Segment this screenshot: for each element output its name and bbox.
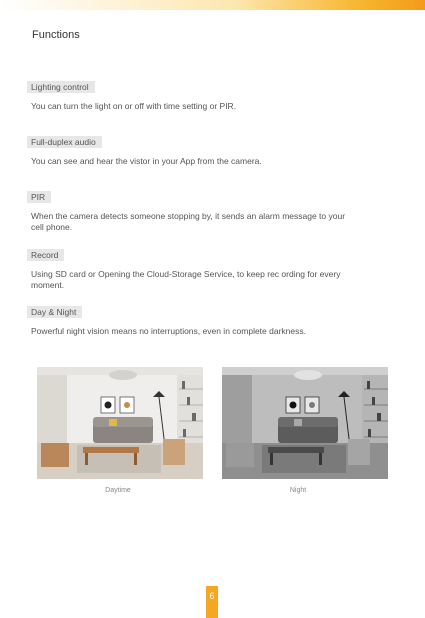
feature-tag: Full-duplex audio — [27, 136, 102, 148]
top-accent-bar — [0, 0, 425, 10]
feature-description: You can turn the light on or off with time setting or PIR. — [31, 101, 237, 111]
daytime-caption: Daytime — [105, 487, 131, 494]
feature-record — [27, 245, 357, 291]
feature-pir — [27, 187, 357, 233]
feature-description: When the camera detects someone stopping by, it sends an alarm message to your cell phone. — [31, 211, 346, 232]
page-number: 6 — [206, 586, 218, 618]
daytime-room-illustration — [37, 367, 203, 479]
night-caption: Night — [289, 487, 307, 494]
feature-tag: Lighting control — [27, 81, 95, 93]
feature-day-night — [27, 302, 357, 337]
feature-tag: PIR — [27, 191, 51, 203]
feature-full-duplex-audio — [27, 132, 357, 167]
feature-tag: Day & Night — [27, 306, 82, 318]
night-room-illustration — [222, 367, 388, 479]
feature-description: Powerful night vision means no interruptions, even in complete darkness. — [31, 326, 306, 336]
daytime-room-photo — [37, 367, 203, 479]
feature-description: Using SD card or Opening the Cloud-Storage Service, to keep rec ording for every moment. — [31, 269, 341, 290]
page-title: Functions — [32, 29, 80, 41]
feature-description: You can see and hear the vistor in your App from the camera. — [31, 156, 262, 166]
feature-tag: Record — [27, 249, 64, 261]
feature-lighting-control — [27, 77, 357, 112]
night-room-photo — [222, 367, 388, 479]
